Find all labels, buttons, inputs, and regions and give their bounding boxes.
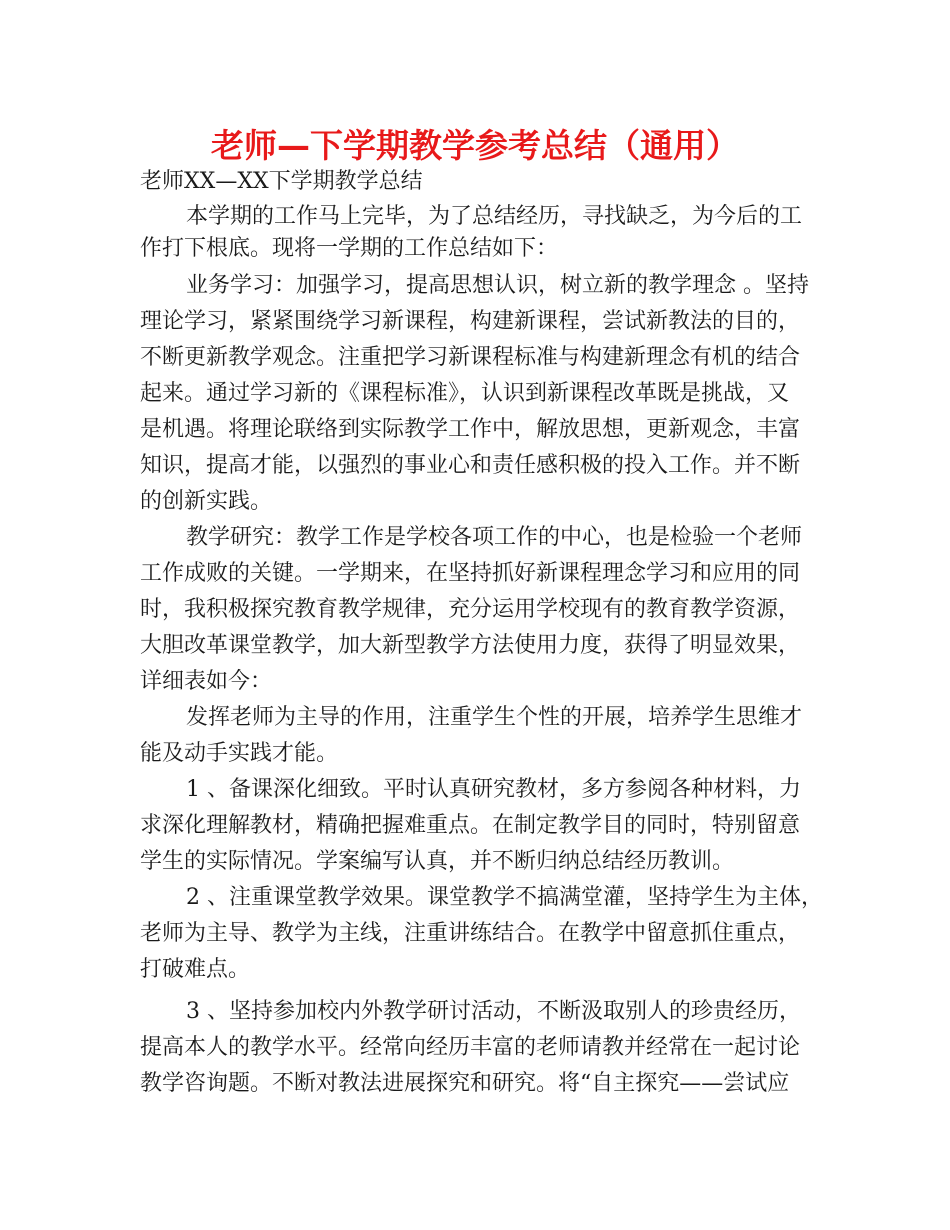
- paragraph-line: 发挥老师为主导的作用，注重学生个性的开展，培养学生思维才: [186, 705, 803, 730]
- paragraph-line: 知识，提高才能，以强烈的事业心和责任感积极的投入工作。并不断: [140, 453, 801, 478]
- paragraph-line: 学生的实际情况。学案编写认真，并不断归纳总结经历教训。: [140, 849, 735, 874]
- paragraph-line: 老师为主导、教学为主线，注重讲练结合。在教学中留意抓住重点，: [140, 921, 801, 946]
- paragraph-line: 教学咨询题。不断对教法进展探究和研究。将“自主探究——尝试应: [140, 1071, 790, 1096]
- paragraph-line: 打破难点。: [140, 957, 251, 982]
- paragraph-line: 详细表如今：: [140, 669, 273, 694]
- paragraph-line: 的创新实践。: [140, 489, 273, 514]
- document-title: 老师—下学期教学参考总结（通用）: [211, 126, 739, 165]
- paragraph-line: 业务学习：加强学习，提高思想认识，树立新的教学理念 。坚持: [186, 273, 809, 298]
- paragraph-line: 理论学习，紧紧围绕学习新课程，构建新课程，尝试新教法的目的，: [140, 309, 801, 334]
- paragraph-line: 时，我积极探究教育教学规律，充分运用学校现有的教育教学资源，: [140, 597, 801, 622]
- paragraph-line: 1 、备课深化细致。平时认真研究教材，多方参阅各种材料，力: [186, 777, 801, 802]
- document-subtitle: 老师XX—XX下学期教学总结: [140, 169, 423, 194]
- paragraph-line: 2 、注重课堂教学效果。课堂教学不搞满堂灌，坚持学生为主体，: [186, 885, 823, 910]
- paragraph-line: 大胆改革课堂教学，加大新型教学方法使用力度，获得了明显效果，: [140, 633, 801, 658]
- paragraph-line: 工作成败的关键。一学期来，在坚持抓好新课程理念学习和应用的同: [140, 561, 801, 586]
- paragraph-line: 教学研究：教学工作是学校各项工作的中心，也是检验一个老师: [186, 525, 803, 550]
- paragraph-line: 能及动手实践才能。: [140, 741, 339, 766]
- paragraph-line: 起来。通过学习新的《课程标准》，认识到新课程改革既是挑战，又: [140, 381, 790, 406]
- paragraph-line: 不断更新教学观念。注重把学习新课程标准与构建新理念有机的结合: [140, 345, 801, 370]
- paragraph-line: 是机遇。将理论联络到实际教学工作中，解放思想，更新观念，丰富: [140, 417, 801, 442]
- paragraph-line: 提高本人的教学水平。经常向经历丰富的老师请教并经常在一起讨论: [140, 1035, 801, 1060]
- paragraph-line: 本学期的工作马上完毕，为了总结经历，寻找缺乏，为今后的工: [186, 204, 803, 229]
- paragraph-line: 求深化理解教材，精确把握难重点。在制定教学目的同时，特别留意: [140, 813, 801, 838]
- paragraph-line: 作打下根底。现将一学期的工作总结如下：: [140, 236, 559, 261]
- paragraph-line: 3 、坚持参加校内外教学研讨活动，不断汲取别人的珍贵经历，: [186, 999, 801, 1024]
